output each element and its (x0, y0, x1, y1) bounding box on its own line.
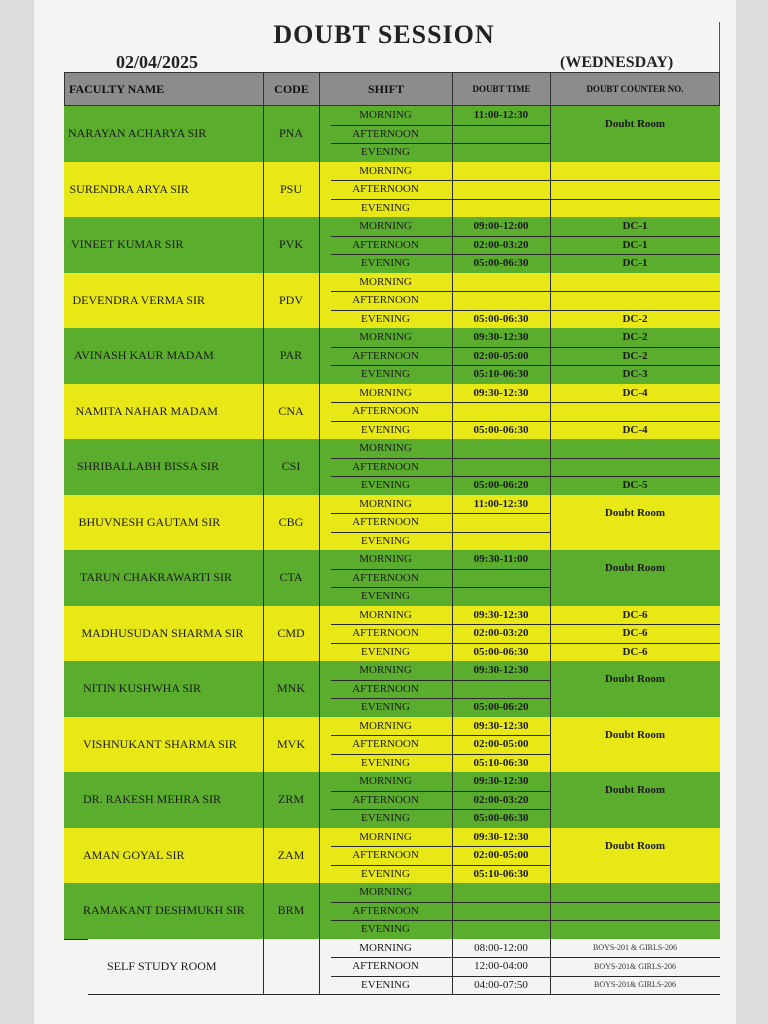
counter-divider (550, 254, 720, 255)
doubt-time: 02:00-05:00 (473, 849, 529, 862)
faculty-code: CTA (279, 570, 303, 585)
counter-divider (550, 458, 720, 459)
shift-label: EVENING (361, 534, 410, 547)
doubt-time (452, 125, 550, 144)
doubt-time: 05:10-06:30 (473, 756, 529, 769)
counter-no: Doubt Room (604, 784, 666, 797)
counter-no: DC-2 (622, 349, 648, 362)
shift-label: MORNING (359, 608, 412, 621)
doubt-time (452, 199, 550, 218)
shift-divider (331, 310, 550, 311)
counter-no (550, 402, 720, 421)
counter-no: DC-2 (622, 331, 648, 344)
faculty-name: NARAYAN ACHARYA SIR (68, 126, 207, 141)
counter-no: DC-4 (622, 423, 648, 436)
counter-no: DC-1 (622, 257, 648, 270)
counter-no: BOYS-201& GIRLS-206 (593, 961, 676, 971)
shift-divider (331, 569, 550, 570)
doubt-time (452, 587, 550, 606)
doubt-time: 05:00-06:30 (473, 312, 529, 325)
doubt-time: 02:00-03:20 (473, 238, 529, 251)
faculty-name: AMAN GOYAL SIR (83, 847, 185, 862)
page-title: DOUBT SESSION (273, 20, 495, 49)
shift-label: EVENING (361, 312, 410, 325)
counter-no: DC-6 (622, 608, 648, 621)
col-header-doubt-time: DOUBT TIME (452, 72, 551, 106)
counter-no (550, 180, 720, 199)
col-header-faculty: FACULTY NAME (64, 72, 264, 106)
shift-label: EVENING (361, 645, 410, 658)
doubt-time: 09:30-12:30 (473, 608, 529, 621)
shift-label: EVENING (361, 978, 410, 991)
shift-label: AFTERNOON (352, 127, 419, 140)
faculty-name: RAMAKANT DESHMUKH SIR (83, 903, 245, 918)
shift-divider (331, 532, 550, 533)
shift-label: MORNING (359, 553, 412, 566)
doubt-time: 05:10-06:30 (473, 368, 529, 381)
counter-divider (550, 643, 720, 644)
column-rule (263, 106, 264, 994)
doubt-time: 08:00-12:00 (474, 941, 528, 954)
counter-no: DC-4 (622, 386, 648, 399)
shift-divider (331, 291, 550, 292)
shift-divider (331, 846, 550, 847)
shift-label: EVENING (361, 867, 410, 880)
doubt-time: 09:30-12:30 (473, 775, 529, 788)
counter-no: Doubt Room (604, 562, 666, 575)
shift-label: MORNING (359, 775, 412, 788)
doubt-time: 09:30-12:30 (473, 331, 529, 344)
faculty-code: CBG (278, 514, 304, 529)
counter-no (550, 291, 720, 310)
faculty-name: NITIN KUSHWHA SIR (83, 681, 201, 696)
shift-divider (331, 236, 550, 237)
shift-label: EVENING (361, 812, 410, 825)
counter-divider (550, 476, 720, 477)
shift-divider (331, 957, 550, 958)
faculty-code: PSU (279, 181, 302, 196)
shift-divider (331, 513, 550, 514)
counter-divider (550, 421, 720, 422)
faculty-code: CSI (281, 459, 301, 474)
shift-label: AFTERNOON (352, 793, 419, 806)
counter-divider (550, 402, 720, 403)
faculty-name: DR. RAKESH MEHRA SIR (83, 792, 222, 807)
faculty-name: SELF STUDY ROOM (107, 958, 217, 973)
faculty-name: TARUN CHAKRAWARTI SIR (80, 570, 233, 585)
counter-no: DC-2 (622, 312, 648, 325)
shift-divider (331, 735, 550, 736)
counter-no (550, 439, 720, 458)
row-divider (88, 994, 720, 995)
shift-label: EVENING (361, 146, 410, 159)
shift-divider (331, 624, 550, 625)
faculty-code: PNA (278, 126, 303, 141)
counter-divider (550, 347, 720, 348)
shift-divider (331, 421, 550, 422)
doubt-time: 02:00-03:20 (473, 793, 529, 806)
counter-divider (550, 902, 720, 903)
shift-label: MORNING (359, 886, 412, 899)
doubt-time (452, 162, 550, 181)
shift-divider (331, 920, 550, 921)
shift-label: MORNING (359, 109, 412, 122)
doubt-time (452, 439, 550, 458)
faculty-code: PDV (278, 292, 303, 307)
faculty-name: NAMITA NAHAR MADAM (75, 403, 218, 418)
shift-label: MORNING (359, 386, 412, 399)
shift-label: AFTERNOON (352, 627, 419, 640)
faculty-name: MADHUSUDAN SHARMA SIR (81, 625, 244, 640)
faculty-code (263, 939, 319, 995)
shift-divider (331, 809, 550, 810)
shift-label: AFTERNOON (352, 849, 419, 862)
counter-no (550, 273, 720, 292)
shift-label: AFTERNOON (352, 294, 419, 307)
counter-no: Doubt Room (604, 118, 666, 131)
doubt-time (452, 143, 550, 162)
doubt-time: 09:30-12:30 (473, 664, 529, 677)
faculty-code: MNK (276, 681, 305, 696)
faculty-code: PAR (279, 348, 303, 363)
shift-label: AFTERNOON (352, 405, 419, 418)
counter-divider (550, 310, 720, 311)
counter-divider (550, 291, 720, 292)
shift-divider (331, 587, 550, 588)
faculty-name: SURENDRA ARYA SIR (69, 181, 189, 196)
shift-divider (331, 976, 550, 977)
shift-label: EVENING (361, 423, 410, 436)
doubt-time: 09:30-12:30 (473, 830, 529, 843)
shift-divider (331, 143, 550, 144)
shift-label: MORNING (359, 220, 412, 233)
counter-divider (550, 957, 720, 958)
counter-no: DC-6 (622, 627, 648, 640)
shift-label: EVENING (361, 257, 410, 270)
shift-divider (331, 476, 550, 477)
counter-divider (550, 365, 720, 366)
counter-no: DC-3 (622, 368, 648, 381)
counter-divider (550, 236, 720, 237)
counter-no (550, 458, 720, 477)
doubt-time: 05:10-06:30 (473, 867, 529, 880)
doubt-time (452, 458, 550, 477)
shift-label: MORNING (359, 830, 412, 843)
counter-no: Doubt Room (604, 839, 666, 852)
faculty-name: VINEET KUMAR SIR (71, 237, 184, 252)
shift-label: AFTERNOON (352, 738, 419, 751)
doubt-time (452, 402, 550, 421)
doubt-time: 05:00-06:30 (473, 423, 529, 436)
doubt-time (452, 513, 550, 532)
column-rule (550, 106, 551, 994)
shift-label: AFTERNOON (352, 460, 419, 473)
counter-divider (550, 199, 720, 200)
shift-divider (331, 347, 550, 348)
doubt-time: 09:30-12:30 (473, 719, 529, 732)
shift-label: MORNING (359, 941, 412, 954)
shift-label: AFTERNOON (352, 571, 419, 584)
doubt-time (452, 273, 550, 292)
doubt-time (452, 902, 550, 921)
faculty-name: SHRIBALLABH BISSA SIR (77, 459, 220, 474)
counter-no (550, 199, 720, 218)
shift-divider (331, 180, 550, 181)
shift-label: EVENING (361, 368, 410, 381)
doubt-time: 04:00-07:50 (474, 978, 528, 991)
counter-no: DC-6 (622, 645, 648, 658)
doubt-time: 09:30-11:00 (473, 553, 529, 566)
column-rule (319, 106, 320, 994)
counter-no: BOYS-201 & GIRLS-206 (592, 943, 677, 953)
shift-label: MORNING (359, 442, 412, 455)
shift-label: AFTERNOON (352, 682, 419, 695)
faculty-code: CMD (277, 625, 305, 640)
shift-divider (331, 125, 550, 126)
shift-label: MORNING (359, 719, 412, 732)
doubt-time: 05:00-06:20 (473, 701, 529, 714)
faculty-code: PVK (278, 237, 303, 252)
doubt-time (452, 180, 550, 199)
shift-divider (331, 791, 550, 792)
shift-label: AFTERNOON (352, 516, 419, 529)
doubt-time (452, 883, 550, 902)
counter-no: Doubt Room (604, 506, 666, 519)
doubt-time (452, 291, 550, 310)
counter-no: Doubt Room (604, 673, 666, 686)
shift-label: AFTERNOON (352, 183, 419, 196)
doubt-time (452, 532, 550, 551)
doubt-time: 02:00-05:00 (473, 349, 529, 362)
shift-divider (331, 402, 550, 403)
faculty-name: AVINASH KAUR MADAM (74, 348, 214, 363)
shift-divider (331, 865, 550, 866)
shift-label: MORNING (359, 331, 412, 344)
shift-divider (331, 458, 550, 459)
faculty-code: MVK (276, 736, 305, 751)
shift-divider (331, 254, 550, 255)
shift-label: AFTERNOON (352, 238, 419, 251)
doubt-time: 11:00-12:30 (473, 109, 529, 122)
col-header-shift: SHIFT (319, 72, 453, 106)
shift-label: AFTERNOON (352, 960, 419, 973)
counter-divider (550, 180, 720, 181)
shift-divider (331, 680, 550, 681)
session-day: (WEDNESDAY) (560, 54, 674, 71)
counter-no (550, 162, 720, 181)
faculty-code: BRM (277, 903, 305, 918)
faculty-name: DEVENDRA VERMA SIR (72, 292, 205, 307)
doubt-time: 11:00-12:30 (473, 497, 529, 510)
shift-label: AFTERNOON (352, 349, 419, 362)
column-rule (452, 106, 453, 994)
shift-divider (331, 754, 550, 755)
faculty-name: VISHNUKANT SHARMA SIR (83, 736, 237, 751)
doubt-time: 05:00-06:30 (473, 645, 529, 658)
shift-label: EVENING (361, 590, 410, 603)
counter-divider (550, 976, 720, 977)
doubt-time: 05:00-06:30 (473, 812, 529, 825)
doubt-time: 12:00-04:00 (474, 960, 528, 973)
counter-no: DC-5 (622, 479, 648, 492)
counter-divider (550, 624, 720, 625)
shift-label: EVENING (361, 756, 410, 769)
shift-label: EVENING (361, 201, 410, 214)
shift-label: EVENING (361, 701, 410, 714)
shift-label: MORNING (359, 275, 412, 288)
shift-label: AFTERNOON (352, 904, 419, 917)
counter-divider (550, 920, 720, 921)
shift-label: MORNING (359, 164, 412, 177)
shift-divider (331, 199, 550, 200)
col-header-code: CODE (263, 72, 320, 106)
doubt-time (452, 920, 550, 939)
doubt-time: 09:00-12:00 (473, 220, 529, 233)
shift-divider (331, 643, 550, 644)
faculty-code: ZAM (277, 847, 305, 862)
session-date: 02/04/2025 (116, 52, 199, 72)
counter-no: BOYS-201& GIRLS-206 (593, 980, 676, 990)
shift-label: MORNING (359, 497, 412, 510)
doubt-time: 02:00-03:20 (473, 627, 529, 640)
shift-label: MORNING (359, 664, 412, 677)
counter-no: DC-1 (622, 220, 648, 233)
faculty-name: BHUVNESH GAUTAM SIR (78, 514, 221, 529)
shift-divider (331, 902, 550, 903)
shift-divider (331, 365, 550, 366)
counter-no: DC-1 (622, 238, 648, 251)
doubt-time: 05:00-06:30 (473, 257, 529, 270)
shift-label: EVENING (361, 479, 410, 492)
doubt-time: 09:30-12:30 (473, 386, 529, 399)
doubt-time: 02:00-05:00 (473, 738, 529, 751)
doubt-time (452, 569, 550, 588)
col-header-counter: DOUBT COUNTER NO. (550, 72, 720, 106)
doubt-time (452, 680, 550, 699)
faculty-code: CNA (278, 403, 304, 418)
shift-label: EVENING (361, 923, 410, 936)
doubt-time: 05:00-06:20 (473, 479, 529, 492)
faculty-code: ZRM (277, 792, 304, 807)
counter-no: Doubt Room (604, 728, 666, 741)
shift-divider (331, 698, 550, 699)
